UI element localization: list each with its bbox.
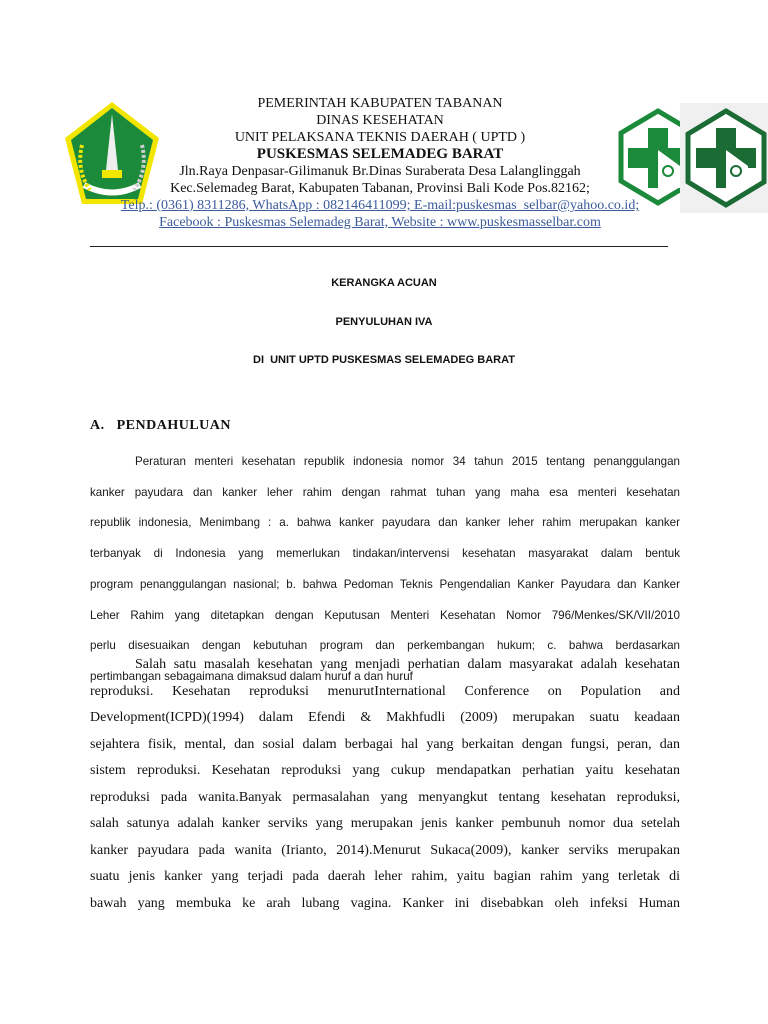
address-line: Jln.Raya Denpasar-Gilimanuk Br.Dinas Suraberata Desa Lalanglinggah xyxy=(179,164,581,179)
social-link[interactable]: Facebook : Puskesmas Selemadeg Barat, Website : www.puskesmasselbar.com xyxy=(159,215,601,230)
text-line: reproduksi pada wanita.Banyak permasalahan yang menyangkut tentang kesehatan reproduksi, xyxy=(90,789,680,805)
org-name: PUSKESMAS SELEMADEG BARAT xyxy=(256,146,504,162)
puskesmas-logo-2 xyxy=(684,108,768,208)
doc-location: DI UNIT UPTD PUSKESMAS SELEMADEG BARAT xyxy=(253,354,515,366)
text-line: Leher Rahim yang ditetapkan dengan Keputusan Menteri Kesehatan Nomor 796/Menkes/SK/VII/2010 xyxy=(90,608,680,622)
header-line: UNIT PELAKSANA TEKNIS DAERAH ( UPTD ) xyxy=(234,130,526,145)
text-line: kanker payudara pada wanita (Irianto, 2014).Menurut Sukaca(2009), kanker serviks merupakan xyxy=(90,842,680,858)
letterhead xyxy=(120,95,640,231)
text-line: sistem reproduksi. Kesehatan reproduksi yang cukup mendapatkan perhatian yaitu kesehatan xyxy=(90,763,680,778)
text-line: suatu jenis kanker yang terjadi pada daerah leher rahim, yaitu bagian rahim yang terletak di xyxy=(90,869,680,884)
text-line: terbanyak di Indonesia yang memerlukan tindakan/intervensi kesehatan masyarakat dalam bentuk xyxy=(90,547,680,561)
text-line: bawah yang membuka ke arah lubang vagina. Kanker ini disebabkan oleh infeksi Human xyxy=(90,895,680,911)
address-line: Kec.Selemadeg Barat, Kabupaten Tabanan, Provinsi Bali Kode Pos.82162; xyxy=(170,181,590,196)
text-line: pertimbangan sebagaimana dimaksud dalam huruf a dan huruf xyxy=(90,669,413,683)
text-line: kanker payudara dan kanker leher rahim dengan rahmat tuhan yang maha esa menteri kesehatan xyxy=(90,485,680,499)
text-line: program penanggulangan nasional; b. bahwa Pedoman Teknis Pengendalian Kanker Payudara dan Kanker xyxy=(90,577,680,591)
text-line: sejahtera fisik, mental, dan sosial dalam berbagai hal yang berkaitan dengan fungsi, peran, dan xyxy=(90,736,680,752)
text-line: perlu disesuaikan dengan kebutuhan program dan perkembangan hukum; c. bahwa berdasarkan xyxy=(90,639,680,653)
paragraph-2 xyxy=(90,652,680,917)
doc-title: KERANGKA ACUAN xyxy=(331,277,437,289)
letterhead-divider xyxy=(90,246,668,247)
header-line: DINAS KESEHATAN xyxy=(316,113,444,128)
text-line: reproduksi. Kesehatan reproduksi menurutInternational Conference on Population and xyxy=(90,683,680,699)
text-line: republik indonesia, Menimbang : a. bahwa kanker payudara dan kanker leher rahim merupakan kanker xyxy=(90,516,680,530)
header-line: PEMERINTAH KABUPATEN TABANAN xyxy=(257,96,503,111)
text-line: Peraturan menteri kesehatan republik indonesia nomor 34 tahun 2015 tentang penanggulangan xyxy=(135,455,680,468)
contact-link[interactable]: Telp.: (0361) 8311286, WhatsApp : 082146411099; E-mail:puskesmas_selbar@yahoo.co.id; xyxy=(120,198,640,213)
text-line: salah satunya adalah kanker serviks yang merupakan jenis kanker pembunuh nomor dua setelah xyxy=(90,816,680,831)
section-heading: A. PENDAHULUAN xyxy=(90,418,231,433)
text-line: Development(ICPD)(1994) dalam Efendi & Makhfudli (2009) merupakan suatu keadaan xyxy=(90,710,680,725)
doc-subtitle: PENYULUHAN IVA xyxy=(335,316,433,328)
text-line: Salah satu masalah kesehatan yang menjadi perhatian dalam masyarakat adalah kesehatan xyxy=(135,657,680,672)
